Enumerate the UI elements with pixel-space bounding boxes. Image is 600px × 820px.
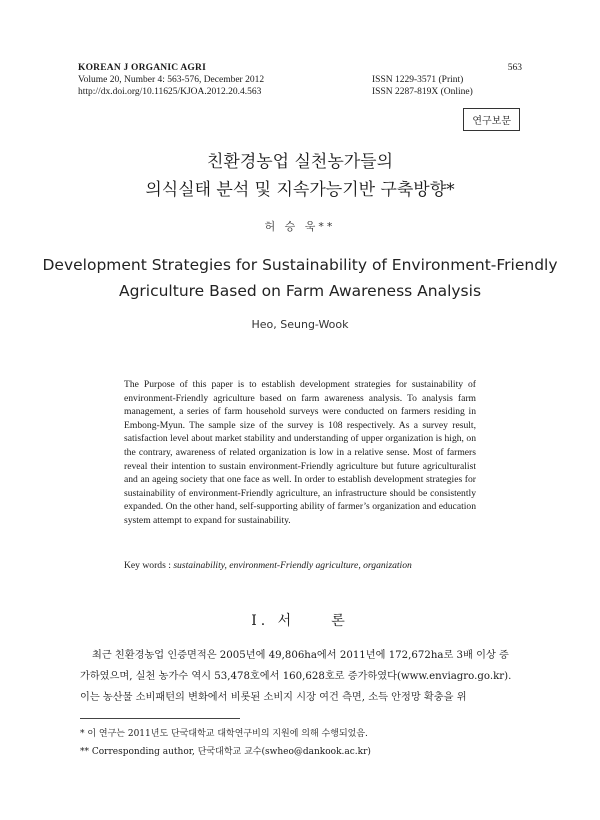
article-type-badge: 연구보문 (463, 108, 520, 131)
doi-link[interactable]: http://dx.doi.org/10.11625/KJOA.2012.20.4.563 (78, 87, 262, 97)
keywords (124, 560, 412, 571)
footnote-divider (80, 718, 240, 719)
body-text (80, 645, 520, 708)
section-heading: Ⅰ. 서 론 (251, 613, 349, 629)
english-title-line2: Agriculture Based on Farm Awareness Analysis (118, 282, 482, 300)
issn-info (372, 62, 522, 98)
abstract: The Purpose of this paper is to establish development strategies for sustainability of environment-Friendly agriculture based on farm awareness analysis. To analysis farm management, a series of farm household surveys were conducted on farmers residing in Embong-Myun. The sample size of the survey is 108 respectively. As a survey result, satisfaction level about market stability and understanding of upper organization is high, on the contrary, awareness of related organization is low in a relative sense. Most of farmers reveal their intention to sustain environment-Friendly agriculture but future agriculturalist and an ageing society that one face as well. In order to establish development strategies for sustainability of environment-Friendly agriculture, an infrastructure should be consistently expanded. On the other hand, self-supporting ability of farmer’s organization and education system attempt to expand for sustainability. (124, 379, 476, 526)
keywords-label: Key words : (124, 560, 171, 571)
body-line: 가하였으며, 실천 농가수 역시 53,478호에서 160,628호로 증가하였다(www.enviagro.go.kr). (80, 671, 512, 682)
korean-title-line2: 의식실태 분석 및 지속가능기반 구축방향* (145, 180, 455, 200)
issn-print: ISSN 1229-3571 (Print) (372, 75, 464, 85)
issn-online: ISSN 2287-819X (Online) (372, 87, 473, 97)
body-line: 이는 농산물 소비패턴의 변화에서 비롯된 소비지 시장 여건 측면, 소득 안정망 확충을 위 (80, 692, 467, 703)
page-number: 563 (507, 63, 522, 73)
english-title-line1: Development Strategies for Sustainability of Environment-Friendly (42, 256, 558, 274)
footnote-1: * 이 연구는 2011년도 단국대학교 대학연구비의 지원에 의해 수행되었음. (80, 729, 368, 739)
body-line: 최근 친환경농업 인증면적은 2005년에 49,806ha에서 2011년에 172,672ha로 3배 이상 증 (92, 650, 509, 661)
english-author: Heo, Seung-Wook (251, 318, 349, 331)
korean-author: 허 승 욱** (264, 220, 336, 233)
korean-title (0, 148, 600, 204)
journal-info (78, 62, 264, 98)
korean-title-line1: 친환경농업 실천농가들의 (206, 152, 394, 172)
english-title (0, 252, 600, 304)
keywords-values: sustainability, environment-Friendly agriculture, organization (173, 560, 412, 571)
journal-name: KOREAN J ORGANIC AGRI (78, 63, 206, 73)
volume-line: Volume 20, Number 4: 563-576, December 2012 (78, 75, 265, 85)
footnote-2: ** Corresponding author, 단국대학교 교수(swheo@dankook.ac.kr) (80, 747, 371, 757)
